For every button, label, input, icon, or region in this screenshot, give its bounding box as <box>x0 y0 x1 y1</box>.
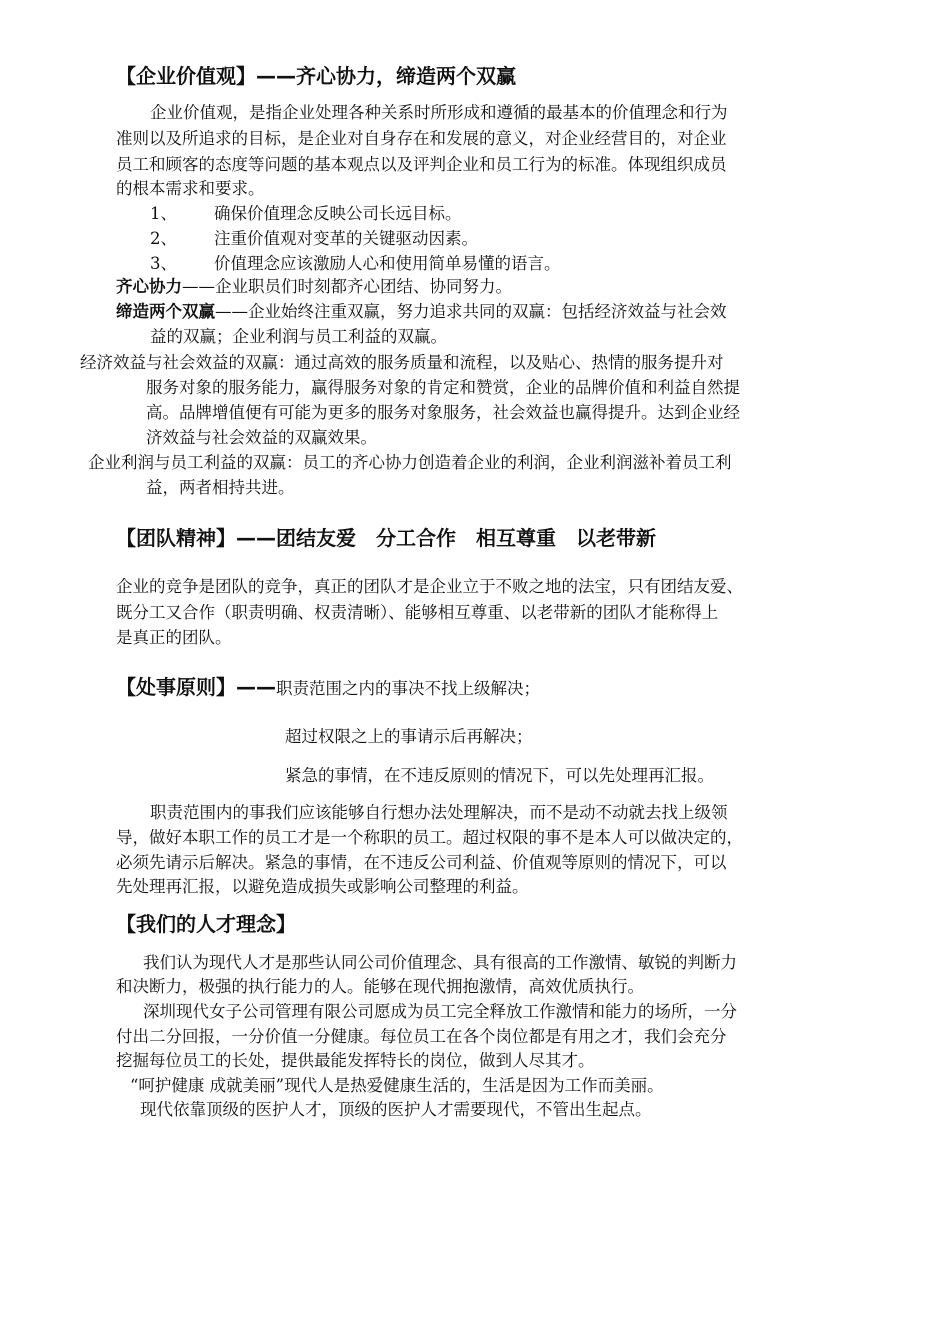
principles-heading: 【处事原则】—— <box>116 675 276 699</box>
qixin-term: 齐心协力 <box>116 277 182 296</box>
principles-paragraph-line: 先处理再汇报，以避免造成损失或影响公司整理的利益。 <box>116 877 529 896</box>
profit-paragraph-line: 企业利润与员工利益的双赢：员工的齐心协力创造着企业的利润，企业利润滋补着员工利 <box>88 453 732 472</box>
principles-paragraph-line: 职责范围内的事我们应该能够自行想办法处理解决，而不是动不动就去找上级领 <box>150 803 728 822</box>
values-paragraph-line: 员工和顾客的态度等问题的基本观点以及评判企业和员工行为的标准。体现组织成员 <box>116 155 727 174</box>
dizao-text: ——企业始终注重双赢，努力追求共同的双赢：包括经济效益与社会效 <box>215 302 727 321</box>
values-paragraph-line: 准则以及所追求的目标，是企业对自身存在和发展的意义，对企业经营目的，对企业 <box>116 129 727 148</box>
list-number: 2、 <box>150 229 177 248</box>
principles-rule-1: 职责范围之内的事决不找上级解决； <box>276 679 540 698</box>
dizao-definition-cont: 益的双赢；企业利润与员工利益的双赢。 <box>150 327 447 346</box>
principles-rule-3: 紧急的事情，在不违反原则的情况下，可以先处理再汇报。 <box>285 766 714 785</box>
list-item-text: 注重价值观对变革的关键驱动因素。 <box>214 229 478 248</box>
values-paragraph-line: 的根本需求和要求。 <box>116 179 265 198</box>
econ-paragraph-line: 经济效益与社会效益的双赢：通过高效的服务质量和流程，以及贴心、热情的服务提升对 <box>80 353 724 372</box>
list-number: 3、 <box>150 254 177 273</box>
list-number: 1、 <box>150 204 177 223</box>
values-list-item <box>150 226 478 253</box>
econ-paragraph-line: 服务对象的服务能力，赢得服务对象的肯定和赞赏，企业的品牌价值和利益自然提 <box>146 378 740 397</box>
econ-paragraph-line: 济效益与社会效益的双赢效果。 <box>146 428 377 447</box>
econ-paragraph-line: 高。品牌增值便有可能为更多的服务对象服务，社会效益也赢得提升。达到企业经 <box>146 403 740 422</box>
talent-paragraph-line: 挖掘每位员工的长处，提供最能发挥特长的岗位，做到人尽其才。 <box>116 1051 595 1070</box>
team-heading: 【团队精神】——团结友爱 分工合作 相互尊重 以老带新 <box>116 526 656 550</box>
values-list-item <box>150 201 462 228</box>
list-item-text: 价值理念应该激励人心和使用简单易懂的语言。 <box>214 254 561 273</box>
team-paragraph-line: 既分工又合作（职责明确、权责清晰）、能够相互尊重、以老带新的团队才能称得上 <box>116 603 719 622</box>
dizao-definition <box>116 299 727 326</box>
talent-paragraph-line: 付出二分回报，一分价值一分健康。每位员工在各个岗位都是有用之才，我们会充分 <box>116 1027 727 1046</box>
talent-paragraph-line: 和决断力，极强的执行能力的人。能够在现代拥抱激情，高效优质执行。 <box>116 977 644 996</box>
dizao-term: 缔造两个双赢 <box>116 302 215 321</box>
talent-heading: 【我们的人才理念】 <box>116 912 296 936</box>
team-paragraph-line: 是真正的团队。 <box>116 628 232 647</box>
qixin-definition <box>116 274 512 301</box>
principles-paragraph-line: 导，做好本职工作的员工才是一个称职的员工。超过权限的事不是本人可以做决定的， <box>116 828 743 847</box>
values-paragraph-line: 企业价值观，是指企业处理各种关系时所形成和遵循的最基本的价值理念和行为 <box>150 103 728 122</box>
talent-closing-line: 现代依靠顶级的医护人才，顶级的医护人才需要现代，不管出生起点。 <box>140 1100 652 1119</box>
principles-paragraph-line: 必须先请示后解决。紧急的事情，在不违反公司利益、价值观等原则的情况下，可以 <box>116 853 727 872</box>
values-heading: 【企业价值观】——齐心协力，缔造两个双赢 <box>116 64 516 88</box>
talent-paragraph-line: 深圳现代女子公司管理有限公司愿成为员工完全释放工作激情和能力的场所，一分 <box>143 1002 737 1021</box>
list-item-text: 确保价值理念反映公司长远目标。 <box>214 204 462 223</box>
team-paragraph-line: 企业的竞争是团队的竞争，真正的团队才是企业立于不败之地的法宝，只有团结友爱、 <box>116 577 743 596</box>
qixin-text: ——企业职员们时刻都齐心团结、协同努力。 <box>182 277 512 296</box>
talent-paragraph-line: 我们认为现代人才是那些认同公司价值理念、具有很高的工作激情、敏锐的判断力 <box>143 953 737 972</box>
principles-heading-row <box>116 674 540 703</box>
principles-rule-2: 超过权限之上的事请示后再解决； <box>285 727 533 746</box>
talent-slogan-line: “呵护健康 成就美丽”现代人是热爱健康生活的，生活是因为工作而美丽。 <box>130 1076 664 1095</box>
profit-paragraph-line: 益，两者相持共进。 <box>146 478 295 497</box>
